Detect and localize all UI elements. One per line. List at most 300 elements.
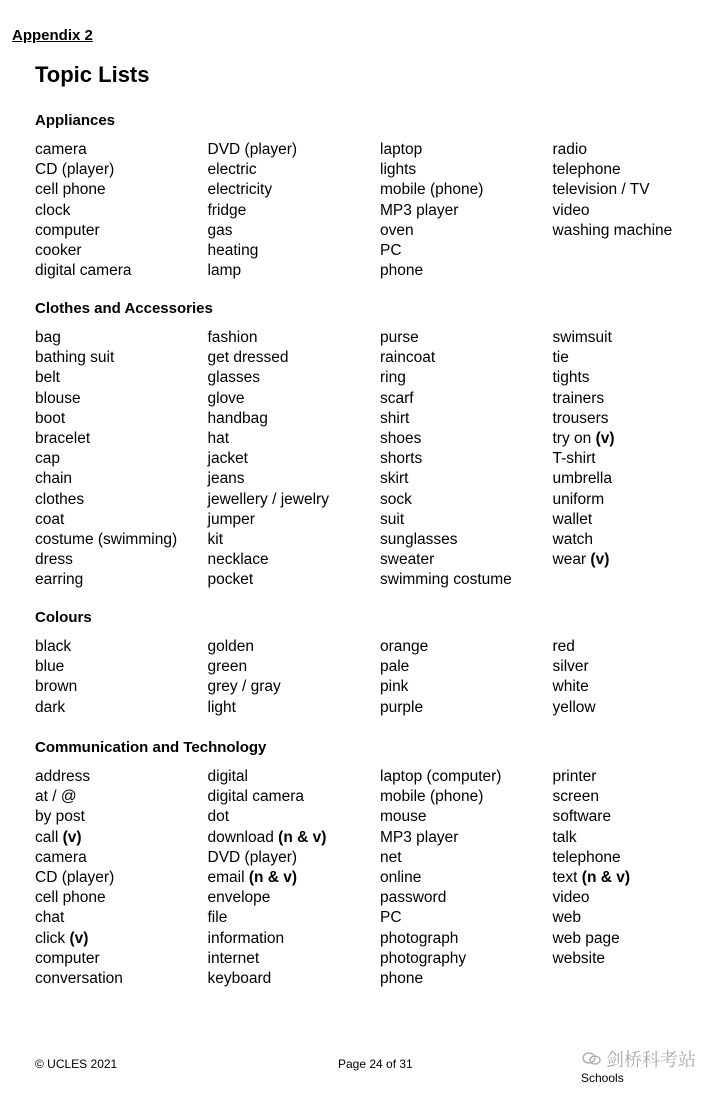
word: CD (player) <box>35 868 115 886</box>
list-item <box>35 261 208 281</box>
word: boot <box>35 409 66 427</box>
list-item <box>553 828 726 848</box>
watermark-text: 剑桥科考站 <box>606 1050 696 1070</box>
word: computer <box>35 949 100 967</box>
list-item <box>208 657 381 677</box>
section-appliances <box>35 111 725 281</box>
word-column <box>35 637 208 718</box>
footer-copyright: © UCLES 2021 <box>35 1057 118 1071</box>
word-column <box>380 140 553 281</box>
word: purse <box>380 329 419 346</box>
list-item <box>553 389 726 409</box>
list-item <box>208 888 381 908</box>
word-column <box>553 637 726 718</box>
word: fashion <box>207 329 258 346</box>
word: golden <box>207 638 255 655</box>
list-item <box>208 677 381 697</box>
word: grey / gray <box>207 678 281 696</box>
word-column <box>208 767 381 989</box>
list-item <box>35 180 208 200</box>
list-item <box>380 409 553 429</box>
word: website <box>552 949 606 967</box>
word: television / TV <box>552 181 650 199</box>
word: printer <box>552 768 597 785</box>
wechat-icon <box>582 1052 602 1066</box>
list-item <box>553 530 726 550</box>
word: orange <box>380 638 429 655</box>
list-item <box>380 848 553 868</box>
word: sock <box>380 490 412 508</box>
list-item <box>553 348 726 368</box>
word: glove <box>207 389 245 407</box>
list-item <box>208 929 381 949</box>
list-item <box>208 201 381 221</box>
list-item <box>553 510 726 530</box>
list-item <box>380 449 553 469</box>
word: MP3 player <box>380 201 459 219</box>
word: clock <box>35 201 71 219</box>
list-item <box>553 429 726 449</box>
word: video <box>552 889 590 907</box>
list-item <box>380 510 553 530</box>
list-item <box>35 389 208 409</box>
list-item <box>35 969 208 989</box>
word: net <box>380 848 402 866</box>
list-item <box>208 698 381 718</box>
word-class-tag: (n & v) <box>581 868 631 886</box>
section-heading: Communication and Technology <box>35 739 267 756</box>
word-class-tag: (v) <box>595 429 615 447</box>
word: electric <box>207 161 257 179</box>
list-item <box>553 848 726 868</box>
list-item <box>380 389 553 409</box>
word: yellow <box>552 698 596 716</box>
word: glasses <box>207 369 261 387</box>
word: DVD (player) <box>207 141 298 158</box>
list-item <box>553 698 726 718</box>
list-item <box>380 550 553 570</box>
word-grid <box>35 328 725 590</box>
list-item <box>208 908 381 928</box>
word: keyboard <box>207 969 272 987</box>
word: wear <box>552 551 587 569</box>
section-communication-and-technology <box>35 738 725 989</box>
word: silver <box>552 658 589 676</box>
list-item <box>553 949 726 969</box>
word: chat <box>35 909 65 927</box>
word-column <box>208 637 381 718</box>
list-item <box>35 241 208 261</box>
word: umbrella <box>552 470 612 488</box>
list-item <box>35 848 208 868</box>
list-item <box>380 368 553 388</box>
word: uniform <box>552 490 605 508</box>
word: chain <box>35 470 73 488</box>
list-item <box>380 160 553 180</box>
list-item <box>208 530 381 550</box>
word: phone <box>380 262 424 280</box>
word: kit <box>207 530 223 548</box>
word: by post <box>35 808 85 826</box>
list-item <box>380 180 553 200</box>
list-item <box>35 490 208 510</box>
word: at / @ <box>35 788 77 806</box>
list-item <box>380 807 553 827</box>
list-item <box>208 787 381 807</box>
section-colours <box>35 608 725 718</box>
word: raincoat <box>380 349 436 367</box>
list-item <box>553 368 726 388</box>
list-item <box>35 140 208 160</box>
word: web <box>552 909 581 927</box>
word: pale <box>380 658 410 676</box>
word: laptop (computer) <box>380 768 502 785</box>
word: fridge <box>207 201 247 219</box>
word: bathing suit <box>35 349 115 367</box>
word: blouse <box>35 389 81 407</box>
word-column <box>380 767 553 989</box>
word: get dressed <box>207 349 289 367</box>
word: photography <box>380 949 467 967</box>
list-item <box>35 828 208 848</box>
word: video <box>552 201 590 219</box>
list-item <box>208 637 381 657</box>
word: earring <box>35 571 84 589</box>
list-item <box>208 409 381 429</box>
word: try on <box>552 429 592 447</box>
word: tights <box>552 369 590 387</box>
word: dark <box>35 698 66 716</box>
list-item <box>553 929 726 949</box>
list-item <box>553 328 726 348</box>
word: information <box>207 929 285 947</box>
list-item <box>380 908 553 928</box>
list-item <box>208 550 381 570</box>
word: cell phone <box>35 889 106 907</box>
list-item <box>35 698 208 718</box>
word: trousers <box>552 409 609 427</box>
list-item <box>380 767 553 787</box>
word: screen <box>552 788 600 806</box>
list-item <box>380 787 553 807</box>
list-item <box>380 637 553 657</box>
word: address <box>35 768 91 785</box>
list-item <box>208 429 381 449</box>
footer-page-number: Page 24 of 31 <box>338 1057 413 1071</box>
list-item <box>208 328 381 348</box>
list-item <box>35 657 208 677</box>
list-item <box>380 348 553 368</box>
list-item <box>208 449 381 469</box>
word: lamp <box>207 262 242 280</box>
word: internet <box>207 949 260 967</box>
word: belt <box>35 369 60 387</box>
word: necklace <box>207 551 269 569</box>
word: text <box>552 868 578 886</box>
list-item <box>35 637 208 657</box>
list-item <box>380 677 553 697</box>
list-item <box>208 570 381 590</box>
word: clothes <box>35 490 85 508</box>
word: CD (player) <box>35 161 115 179</box>
list-item <box>208 221 381 241</box>
list-item <box>380 657 553 677</box>
list-item <box>553 787 726 807</box>
list-item <box>553 409 726 429</box>
word: swimming costume <box>380 571 512 589</box>
word: green <box>207 658 248 676</box>
word: hat <box>207 429 230 447</box>
word: sunglasses <box>380 530 458 548</box>
word: envelope <box>207 889 271 907</box>
word-column <box>380 637 553 718</box>
word: MP3 player <box>380 828 459 846</box>
word-class-tag: (v) <box>590 551 610 569</box>
list-item <box>553 657 726 677</box>
word: password <box>380 889 447 907</box>
list-item <box>35 767 208 787</box>
list-item <box>553 888 726 908</box>
list-item <box>208 828 381 848</box>
word: mobile (phone) <box>380 181 484 199</box>
list-item <box>380 949 553 969</box>
list-item <box>35 677 208 697</box>
word: black <box>35 638 72 655</box>
word-class-tag: (v) <box>62 828 82 846</box>
list-item <box>35 328 208 348</box>
word: white <box>552 678 589 696</box>
list-item <box>35 348 208 368</box>
list-item <box>35 368 208 388</box>
word-column <box>553 328 726 590</box>
word: shorts <box>380 450 423 468</box>
word: file <box>207 909 228 927</box>
list-item <box>208 490 381 510</box>
watermark <box>582 1046 696 1072</box>
word: ring <box>380 369 406 387</box>
list-item <box>208 140 381 160</box>
word-column <box>35 140 208 281</box>
list-item <box>208 368 381 388</box>
list-item <box>553 201 726 221</box>
word: web page <box>552 929 620 947</box>
list-item <box>553 807 726 827</box>
list-item <box>35 807 208 827</box>
word: telephone <box>552 161 621 179</box>
section-heading: Appliances <box>35 112 116 129</box>
word: washing machine <box>552 221 673 239</box>
list-item <box>553 469 726 489</box>
word: lights <box>380 161 417 179</box>
word: watch <box>552 530 593 548</box>
word: download <box>207 828 274 846</box>
word: bracelet <box>35 429 91 447</box>
word: skirt <box>380 470 409 488</box>
word: suit <box>380 510 405 528</box>
list-item <box>208 241 381 261</box>
word: software <box>552 808 612 826</box>
word-class-tag: (n & v) <box>278 828 327 846</box>
word: handbag <box>207 409 268 427</box>
list-item <box>35 550 208 570</box>
list-item <box>208 949 381 969</box>
word: shirt <box>380 409 410 427</box>
list-item <box>208 767 381 787</box>
word: dot <box>207 808 230 826</box>
list-item <box>35 787 208 807</box>
word: shoes <box>380 429 422 447</box>
word: digital camera <box>35 262 132 280</box>
word: online <box>380 868 422 886</box>
list-item <box>553 677 726 697</box>
list-item <box>553 490 726 510</box>
list-item <box>208 848 381 868</box>
list-item <box>208 261 381 281</box>
list-item <box>35 908 208 928</box>
list-item <box>35 570 208 590</box>
word: pocket <box>207 571 254 589</box>
list-item <box>380 261 553 281</box>
word: laptop <box>380 141 423 158</box>
section-heading: Colours <box>35 609 92 626</box>
word: swimsuit <box>552 329 612 346</box>
list-item <box>380 469 553 489</box>
list-item <box>380 969 553 989</box>
list-item <box>380 490 553 510</box>
word-column <box>35 767 208 989</box>
word: phone <box>380 969 424 987</box>
list-item <box>380 828 553 848</box>
section-heading: Clothes and Accessories <box>35 300 213 317</box>
list-item <box>208 510 381 530</box>
list-item <box>380 201 553 221</box>
word: electricity <box>207 181 273 199</box>
list-item <box>380 888 553 908</box>
list-item <box>553 160 726 180</box>
word: bag <box>35 329 61 346</box>
word: cell phone <box>35 181 106 199</box>
list-item <box>380 221 553 241</box>
list-item <box>35 530 208 550</box>
list-item <box>35 409 208 429</box>
word: radio <box>552 141 587 158</box>
list-item <box>35 201 208 221</box>
word: talk <box>552 828 577 846</box>
list-item <box>380 241 553 261</box>
word: costume (swimming) <box>35 530 178 548</box>
word-column <box>208 328 381 590</box>
word: jewellery / jewelry <box>207 490 329 508</box>
word: photograph <box>380 929 459 947</box>
list-item <box>208 160 381 180</box>
word: light <box>207 698 236 716</box>
word: cap <box>35 450 60 468</box>
word-grid <box>35 140 725 281</box>
word: pink <box>380 678 409 696</box>
list-item <box>553 767 726 787</box>
word: cooker <box>35 241 82 259</box>
list-item <box>35 888 208 908</box>
word: digital camera <box>207 788 304 806</box>
word: camera <box>35 848 87 866</box>
word: coat <box>35 510 65 528</box>
word: jeans <box>207 470 245 488</box>
list-item <box>553 908 726 928</box>
list-item <box>553 140 726 160</box>
word: digital <box>207 768 248 785</box>
word: email <box>207 868 245 886</box>
list-item <box>208 969 381 989</box>
list-item <box>208 469 381 489</box>
word: sweater <box>380 551 435 569</box>
list-item <box>553 180 726 200</box>
list-item <box>380 570 553 590</box>
word: red <box>552 638 575 655</box>
word: mouse <box>380 808 427 826</box>
list-item <box>553 637 726 657</box>
footer-right-text: Schools <box>581 1071 624 1085</box>
section-clothes-and-accessories <box>35 299 725 590</box>
word: scarf <box>380 389 414 407</box>
list-item <box>380 328 553 348</box>
word-column <box>553 767 726 989</box>
word: jumper <box>207 510 255 528</box>
word-grid <box>35 637 725 718</box>
word-column <box>380 328 553 590</box>
word: click <box>35 929 66 947</box>
list-item <box>380 140 553 160</box>
word: dress <box>35 551 73 569</box>
list-item <box>380 929 553 949</box>
list-item <box>380 530 553 550</box>
list-item <box>208 348 381 368</box>
list-item <box>208 807 381 827</box>
word: trainers <box>552 389 605 407</box>
word: telephone <box>552 848 621 866</box>
word-class-tag: (v) <box>69 929 89 947</box>
list-item <box>35 868 208 888</box>
list-item <box>380 868 553 888</box>
list-item <box>553 868 726 888</box>
word: call <box>35 828 59 846</box>
list-item <box>35 429 208 449</box>
list-item <box>208 180 381 200</box>
word: oven <box>380 221 414 239</box>
list-item <box>553 550 726 570</box>
word: camera <box>35 141 87 158</box>
word: jacket <box>207 450 248 468</box>
word: blue <box>35 658 65 676</box>
list-item <box>380 698 553 718</box>
word-class-tag: (n & v) <box>248 868 298 886</box>
word-column <box>208 140 381 281</box>
list-item <box>208 868 381 888</box>
list-item <box>35 160 208 180</box>
list-item <box>553 221 726 241</box>
word-grid <box>35 767 725 989</box>
list-item <box>35 929 208 949</box>
list-item <box>35 510 208 530</box>
word: computer <box>35 221 100 239</box>
list-item <box>35 469 208 489</box>
word-column <box>35 328 208 590</box>
list-item <box>553 449 726 469</box>
word: conversation <box>35 969 123 987</box>
list-item <box>35 949 208 969</box>
list-item <box>35 449 208 469</box>
word: mobile (phone) <box>380 788 484 806</box>
word: PC <box>380 909 402 927</box>
